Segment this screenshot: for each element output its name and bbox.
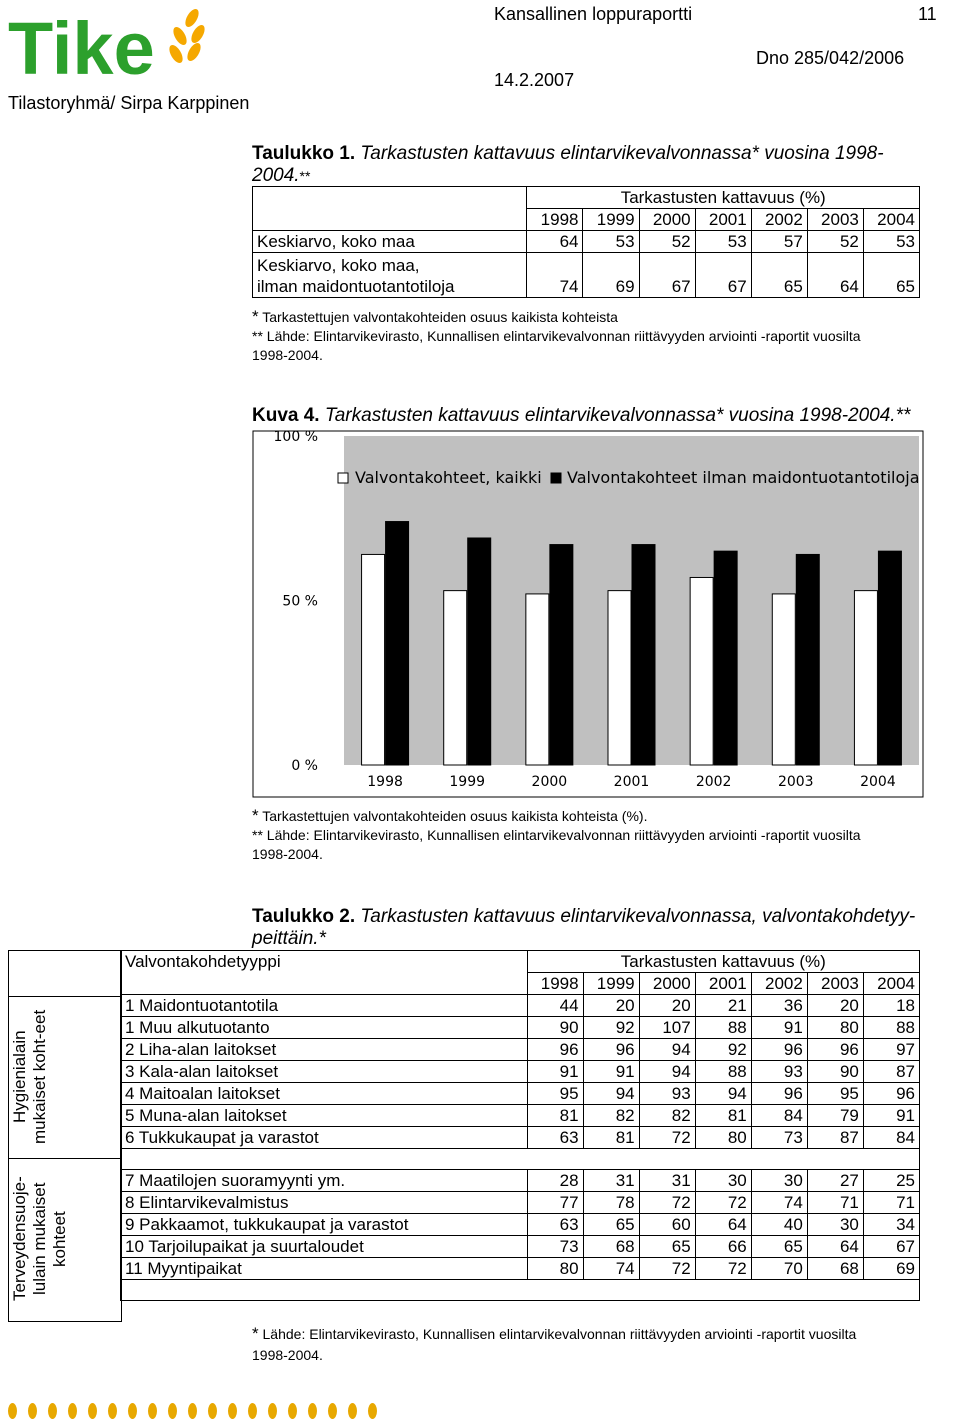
table-cell: 63 — [527, 1127, 583, 1149]
row-label: 5 Muna-alan laitokset — [121, 1105, 528, 1127]
figure-notes — [252, 806, 932, 864]
table-cell: 36 — [751, 995, 807, 1017]
table-cell: 96 — [751, 1039, 807, 1061]
year-header: 2001 — [695, 973, 751, 995]
year-header: 1998 — [527, 209, 583, 231]
year-header: 1998 — [527, 973, 583, 995]
table-row — [121, 1083, 920, 1105]
table-cell: 25 — [863, 1170, 919, 1192]
table2-group1-label: Hygienialain mukaiset koht-eet — [10, 1009, 49, 1145]
table-cell: 28 — [527, 1170, 583, 1192]
table-cell: 74 — [527, 253, 583, 298]
table-cell: 90 — [527, 1017, 583, 1039]
logo-text: Tike — [8, 7, 155, 80]
table-cell: 20 — [583, 995, 639, 1017]
figure-note2-line2: 1998-2004. — [252, 846, 323, 862]
bullet-dot — [168, 1403, 177, 1419]
table-cell: 78 — [583, 1192, 639, 1214]
table-cell: 34 — [863, 1214, 919, 1236]
row-label: 6 Tukkukaupat ja varastot — [121, 1127, 528, 1149]
year-header: 2000 — [639, 209, 695, 231]
bullet-dot — [188, 1403, 197, 1419]
bullet-dot — [348, 1403, 357, 1419]
table-cell: 88 — [863, 1017, 919, 1039]
bar-ilman-1998 — [386, 522, 409, 765]
table-cell: 94 — [639, 1061, 695, 1083]
tike-logo-graphic — [8, 4, 208, 80]
table2-note-star: * — [252, 1324, 259, 1343]
year-header: 2002 — [751, 973, 807, 995]
table-cell: 30 — [751, 1170, 807, 1192]
table-cell: 30 — [695, 1170, 751, 1192]
table-cell: 87 — [863, 1061, 919, 1083]
tike-logo — [8, 4, 208, 80]
table-cell: 60 — [639, 1214, 695, 1236]
table-cell: 107 — [639, 1017, 695, 1039]
table-cell: 20 — [807, 995, 863, 1017]
bullet-dot — [8, 1403, 17, 1419]
table2-note-line2: 1998-2004. — [252, 1347, 323, 1363]
bullet-dot — [148, 1403, 157, 1419]
table-cell: 96 — [527, 1039, 583, 1061]
table-row — [121, 1192, 920, 1214]
table2-group-header-row — [121, 951, 920, 973]
table-cell: 52 — [639, 231, 695, 253]
table-cell: 64 — [807, 1236, 863, 1258]
table2-notes — [252, 1323, 932, 1366]
bar-kaikki-1998 — [362, 554, 385, 765]
table-cell: 88 — [695, 1017, 751, 1039]
table-cell: 72 — [639, 1127, 695, 1149]
bar-kaikki-2003 — [772, 594, 795, 765]
table-cell: 63 — [527, 1214, 583, 1236]
table1-caption — [252, 143, 932, 187]
table1-year-row — [253, 209, 920, 231]
legend-label-ilman: Valvontakohteet ilman maidontuotantotiloja — [567, 468, 920, 487]
bullet-dot — [208, 1403, 217, 1419]
table1-note2-line1: ** Lähde: Elintarvikevirasto, Kunnallisen elintarvikevalvonnan riittävyyden arviointi -raportit vuosilta — [252, 328, 861, 344]
table-cell: 80 — [527, 1258, 583, 1280]
chart-legend — [338, 468, 920, 487]
legend-label-kaikki: Valvontakohteet, kaikki — [355, 468, 542, 487]
year-header: 2004 — [863, 973, 919, 995]
table-cell: 65 — [751, 1236, 807, 1258]
bar-ilman-2001 — [632, 545, 655, 765]
bar-kaikki-2001 — [608, 591, 631, 765]
table1 — [252, 186, 920, 298]
table-cell: 82 — [639, 1105, 695, 1127]
bar-ilman-2002 — [714, 551, 737, 765]
table-cell: 64 — [807, 253, 863, 298]
table-cell: 96 — [863, 1083, 919, 1105]
table-cell: 92 — [695, 1039, 751, 1061]
row-label-line-1: Keskiarvo, koko maa, — [257, 256, 420, 275]
table-row — [121, 995, 920, 1017]
table-cell: 91 — [751, 1017, 807, 1039]
group-spacer-row — [121, 1149, 920, 1170]
bullet-dot — [288, 1403, 297, 1419]
table-cell: 67 — [639, 253, 695, 298]
table-cell: 96 — [751, 1083, 807, 1105]
bar-kaikki-1999 — [444, 591, 467, 765]
bullet-dot — [48, 1403, 57, 1419]
table1-caption-label: Taulukko 1. — [252, 143, 356, 164]
table-cell: 92 — [583, 1017, 639, 1039]
year-header: 1999 — [583, 973, 639, 995]
table-row — [121, 1039, 920, 1061]
table-cell: 79 — [807, 1105, 863, 1127]
table2-caption-text-1: Tarkastusten kattavuus elintarvikevalvonnassa, valvontakohdetyy- — [360, 906, 916, 927]
spacer-cell — [121, 1149, 920, 1170]
table-cell: 72 — [695, 1192, 751, 1214]
page-number: 11 — [918, 4, 937, 24]
table2-caption-label: Taulukko 2. — [252, 906, 356, 927]
table-cell: 73 — [751, 1127, 807, 1149]
table-cell: 95 — [807, 1083, 863, 1105]
figure-caption-label: Kuva 4. — [252, 405, 320, 426]
footer-bullets — [8, 1403, 408, 1421]
table-cell: 53 — [583, 231, 639, 253]
table-cell: 80 — [695, 1127, 751, 1149]
table-cell: 74 — [583, 1258, 639, 1280]
table-row — [121, 1061, 920, 1083]
bar-ilman-2004 — [878, 551, 901, 765]
table-cell: 57 — [751, 231, 807, 253]
row-label: 9 Pakkaamot, tukkukaupat ja varastot — [121, 1214, 528, 1236]
bullet-dot — [108, 1403, 117, 1419]
table-cell: 72 — [639, 1258, 695, 1280]
table-cell: 91 — [527, 1061, 583, 1083]
table1-group-header-row — [253, 187, 920, 209]
figure-caption-text: Tarkastusten kattavuus elintarvikevalvonnassa* vuosina 1998-2004.** — [324, 405, 911, 426]
table-cell: 91 — [863, 1105, 919, 1127]
table-cell: 64 — [527, 231, 583, 253]
table-cell: 40 — [751, 1214, 807, 1236]
table-cell: 96 — [583, 1039, 639, 1061]
table-cell: 44 — [527, 995, 583, 1017]
x-tick-label: 2002 — [695, 774, 732, 790]
table2-group-header: Tarkastusten kattavuus (%) — [527, 951, 920, 973]
table-cell: 18 — [863, 995, 919, 1017]
table1-empty-cell — [253, 187, 527, 209]
row-label: Keskiarvo, koko maa — [253, 231, 527, 253]
table-row — [121, 1127, 920, 1149]
table2-caption — [252, 906, 932, 950]
table-row — [121, 1105, 920, 1127]
year-header: 1999 — [583, 209, 639, 231]
table-cell: 67 — [695, 253, 751, 298]
row-label: 4 Maitoalan laitokset — [121, 1083, 528, 1105]
table2-note-line1: Lähde: Elintarvikevirasto, Kunnallisen elintarvikevalvonnan riittävyyden arviointi -raportit vuosilta — [262, 1326, 857, 1342]
table-cell: 77 — [527, 1192, 583, 1214]
bullet-dot — [328, 1403, 337, 1419]
table-cell: 70 — [751, 1258, 807, 1280]
bar-kaikki-2002 — [690, 577, 713, 765]
table-cell: 91 — [583, 1061, 639, 1083]
row-label: 7 Maatilojen suoramyynti ym. — [121, 1170, 528, 1192]
table2-caption-text-2: peittäin.* — [252, 928, 326, 949]
table2-empty-cell — [121, 973, 528, 995]
table-cell: 53 — [695, 231, 751, 253]
table2-year-row — [121, 973, 920, 995]
table-cell: 93 — [751, 1061, 807, 1083]
year-header: 2002 — [751, 209, 807, 231]
table1-caption-suffix: ** — [299, 168, 311, 184]
figure-caption — [252, 405, 910, 427]
table-row — [121, 1258, 920, 1280]
table2-group2-label: Terveydensuoje-lulain mukaiset kohteet — [10, 1176, 69, 1302]
table-cell: 30 — [807, 1214, 863, 1236]
bar-ilman-1999 — [468, 538, 491, 765]
table-cell: 81 — [527, 1105, 583, 1127]
table-cell: 53 — [863, 231, 919, 253]
legend-swatch-ilman — [551, 473, 561, 483]
table1-notes — [252, 307, 932, 365]
table-cell: 94 — [639, 1039, 695, 1061]
row-label — [253, 253, 527, 298]
coverage-bar-chart — [252, 430, 924, 800]
bullet-dot — [308, 1403, 317, 1419]
table-cell: 27 — [807, 1170, 863, 1192]
row-label: 3 Kala-alan laitokset — [121, 1061, 528, 1083]
year-header: 2000 — [639, 973, 695, 995]
table-cell: 84 — [751, 1105, 807, 1127]
bullet-dot — [368, 1403, 377, 1419]
year-header: 2001 — [695, 209, 751, 231]
table-row — [121, 1017, 920, 1039]
table-cell: 20 — [639, 995, 695, 1017]
row-label: 1 Muu alkutuotanto — [121, 1017, 528, 1039]
x-tick-label: 1999 — [449, 774, 486, 790]
table1-caption-text-2: 2004. — [252, 165, 300, 186]
table-cell: 69 — [583, 253, 639, 298]
table-cell: 84 — [863, 1127, 919, 1149]
table-cell: 65 — [583, 1214, 639, 1236]
row-label: 1 Maidontuotantotila — [121, 995, 528, 1017]
row-label-line-2: ilman maidontuotantotiloja — [257, 277, 455, 296]
x-tick-label: 2000 — [531, 774, 568, 790]
x-tick-label: 2001 — [613, 774, 650, 790]
table1-group-header: Tarkastusten kattavuus (%) — [527, 187, 920, 209]
spacer-cell — [121, 1280, 920, 1301]
dno: Dno 285/042/2006 — [756, 48, 905, 68]
bar-kaikki-2000 — [526, 594, 549, 765]
table-cell: 81 — [695, 1105, 751, 1127]
table2 — [120, 950, 920, 1301]
table-cell: 21 — [695, 995, 751, 1017]
bullet-dot — [128, 1403, 137, 1419]
table-cell: 66 — [695, 1236, 751, 1258]
table1-note1-star: * — [252, 307, 259, 326]
table-cell: 72 — [695, 1258, 751, 1280]
y-tick-label: 50 % — [282, 593, 318, 610]
table-cell: 87 — [807, 1127, 863, 1149]
table-cell: 96 — [807, 1039, 863, 1061]
table-cell: 73 — [527, 1236, 583, 1258]
row-label: 11 Myyntipaikat — [121, 1258, 528, 1280]
table-row — [253, 253, 920, 298]
bar-ilman-2003 — [796, 554, 819, 765]
date: 14.2.2007 — [494, 70, 575, 90]
table2-col-type: Valvontakohdetyyppi — [121, 951, 528, 973]
table-cell: 71 — [807, 1192, 863, 1214]
table-cell: 74 — [751, 1192, 807, 1214]
y-tick-label: 100 % — [273, 430, 318, 445]
table-cell: 94 — [583, 1083, 639, 1105]
table-row — [253, 231, 920, 253]
table1-caption-text-1: Tarkastusten kattavuus elintarvikevalvonnassa* vuosina 1998- — [360, 143, 884, 164]
table-cell: 93 — [639, 1083, 695, 1105]
table-cell: 31 — [639, 1170, 695, 1192]
table-cell: 67 — [863, 1236, 919, 1258]
figure-note1: Tarkastettujen valvontakohteiden osuus kaikista kohteista (%). — [262, 808, 648, 824]
bullet-dot — [228, 1403, 237, 1419]
year-header: 2003 — [807, 209, 863, 231]
table-cell: 94 — [695, 1083, 751, 1105]
table-cell: 72 — [639, 1192, 695, 1214]
table-cell: 64 — [695, 1214, 751, 1236]
year-header: 2003 — [807, 973, 863, 995]
bar-ilman-2000 — [550, 545, 573, 765]
table-cell: 69 — [863, 1258, 919, 1280]
table-cell: 65 — [639, 1236, 695, 1258]
divider — [8, 996, 120, 997]
table-row — [121, 1236, 920, 1258]
bullet-dot — [248, 1403, 257, 1419]
year-header: 2004 — [863, 209, 919, 231]
bullet-dot — [28, 1403, 37, 1419]
table-cell: 52 — [807, 231, 863, 253]
table-row — [121, 1214, 920, 1236]
table-cell: 90 — [807, 1061, 863, 1083]
table1-empty-cell — [253, 209, 527, 231]
table1-note1: Tarkastettujen valvontakohteiden osuus kaikista kohteista — [262, 309, 618, 325]
bullet-dot — [68, 1403, 77, 1419]
figure-note2-line1: ** Lähde: Elintarvikevirasto, Kunnallisen elintarvikevalvonnan riittävyyden arviointi -raportit vuosilta — [252, 827, 861, 843]
bullet-dot — [88, 1403, 97, 1419]
table-cell: 68 — [807, 1258, 863, 1280]
x-tick-label: 1998 — [367, 774, 403, 790]
table-cell: 80 — [807, 1017, 863, 1039]
bar-kaikki-2004 — [854, 591, 877, 765]
table-cell: 68 — [583, 1236, 639, 1258]
row-label: 2 Liha-alan laitokset — [121, 1039, 528, 1061]
row-label: 10 Tarjoilupaikat ja suurtaloudet — [121, 1236, 528, 1258]
table-cell: 65 — [751, 253, 807, 298]
end-spacer-row — [121, 1280, 920, 1301]
table-cell: 82 — [583, 1105, 639, 1127]
y-tick-label: 0 % — [291, 758, 318, 774]
row-label: 8 Elintarvikevalmistus — [121, 1192, 528, 1214]
table-cell: 71 — [863, 1192, 919, 1214]
table-cell: 81 — [583, 1127, 639, 1149]
table-cell: 31 — [583, 1170, 639, 1192]
org-name: Tilastoryhmä/ Sirpa Karppinen — [8, 93, 250, 113]
divider — [8, 1158, 120, 1159]
table-cell: 97 — [863, 1039, 919, 1061]
table-cell: 95 — [527, 1083, 583, 1105]
table-row — [121, 1170, 920, 1192]
legend-swatch-kaikki — [338, 473, 348, 483]
table-cell: 88 — [695, 1061, 751, 1083]
figure-note1-star: * — [252, 806, 259, 825]
x-tick-label: 2003 — [777, 774, 814, 790]
x-tick-label: 2004 — [860, 774, 896, 790]
bullet-dot — [268, 1403, 277, 1419]
table-cell: 65 — [863, 253, 919, 298]
report-title: Kansallinen loppuraportti — [494, 4, 693, 24]
table1-note2-line2: 1998-2004. — [252, 347, 323, 363]
